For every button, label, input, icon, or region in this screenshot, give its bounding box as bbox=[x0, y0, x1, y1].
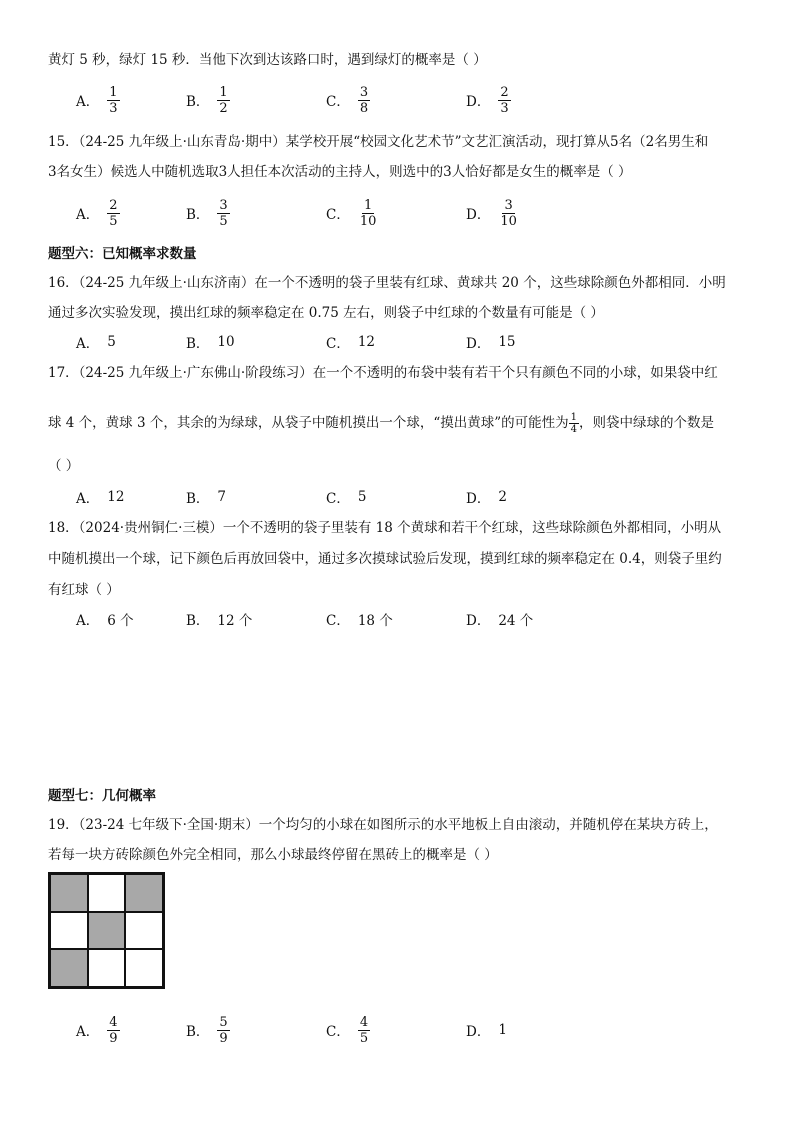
option-label: A． bbox=[76, 336, 100, 352]
fraction bbox=[498, 198, 519, 229]
denominator: 8 bbox=[359, 100, 369, 116]
denominator: 5 bbox=[109, 213, 118, 229]
q16-option-d[interactable] bbox=[466, 322, 516, 362]
white-tile bbox=[88, 874, 126, 912]
white-tile bbox=[88, 949, 126, 987]
q14-option-d[interactable] bbox=[466, 80, 511, 120]
q19-option-a[interactable] bbox=[76, 1010, 120, 1050]
dark-tile bbox=[50, 949, 88, 987]
denominator: 5 bbox=[219, 213, 228, 229]
option-label: B． bbox=[186, 94, 210, 110]
fraction bbox=[358, 85, 370, 116]
option-label: D． bbox=[466, 94, 491, 110]
q18-option-b[interactable] bbox=[186, 599, 252, 639]
option-value: 24 个 bbox=[498, 613, 534, 629]
dark-tile bbox=[125, 874, 163, 912]
numerator: 1 bbox=[363, 197, 373, 213]
fraction bbox=[358, 198, 379, 229]
option-value: 1 bbox=[498, 1022, 507, 1038]
q19-options bbox=[76, 1010, 776, 1050]
denominator: 10 bbox=[359, 213, 377, 229]
option-value: 12 bbox=[107, 489, 125, 505]
numerator: 3 bbox=[219, 197, 228, 213]
option-label: D． bbox=[466, 207, 491, 223]
white-tile bbox=[125, 949, 163, 987]
q19-line-1: 19．（23-24 七年级下·全国·期末）一个均匀的小球在如图所示的水平地板上自由滚动，并随机停在某块方砖上， bbox=[48, 817, 718, 833]
numerator: 3 bbox=[504, 197, 513, 213]
option-label: B． bbox=[186, 207, 210, 223]
option-label: B． bbox=[186, 336, 210, 352]
numerator: 4 bbox=[109, 1014, 118, 1030]
numerator: 1 bbox=[570, 412, 578, 423]
option-label: C． bbox=[326, 613, 350, 629]
q16-options bbox=[76, 322, 776, 362]
q19-line-2: 若每一块方砖除颜色外完全相同，那么小球最终停留在黑砖上的概率是（ ） bbox=[48, 847, 498, 863]
q16-option-c[interactable] bbox=[326, 322, 375, 362]
q16-option-a[interactable] bbox=[76, 322, 116, 362]
section-heading-7: 题型七：几何概率 bbox=[48, 788, 156, 804]
denominator: 5 bbox=[359, 1030, 369, 1046]
q15-options bbox=[76, 193, 776, 233]
denominator: 3 bbox=[109, 100, 118, 116]
option-value: 10 bbox=[217, 334, 235, 350]
numerator: 1 bbox=[219, 84, 228, 100]
fraction bbox=[217, 198, 229, 229]
option-value: 12 bbox=[357, 334, 376, 350]
option-value: 7 bbox=[217, 489, 227, 505]
option-label: C． bbox=[326, 491, 350, 507]
option-label: A． bbox=[76, 491, 100, 507]
q18-options bbox=[76, 599, 776, 639]
option-label: A． bbox=[76, 207, 100, 223]
q17-option-b[interactable] bbox=[186, 477, 226, 517]
option-label: A． bbox=[76, 94, 100, 110]
q18-option-a[interactable] bbox=[76, 599, 134, 639]
q18-option-d[interactable] bbox=[466, 599, 533, 639]
fraction bbox=[107, 85, 119, 116]
option-value: 2 bbox=[498, 489, 507, 505]
option-label: C． bbox=[326, 207, 350, 223]
q15-line-1: 15．（24-25 九年级上·山东青岛·期中）某学校开展“校园文化艺术节”文艺汇演活动，现打算从5名（2名男生和 bbox=[48, 134, 709, 150]
q17-option-d[interactable] bbox=[466, 477, 507, 517]
q15-option-c[interactable] bbox=[326, 193, 378, 233]
q17-line-2 bbox=[48, 406, 714, 440]
numerator: 1 bbox=[109, 84, 118, 100]
denominator: 3 bbox=[500, 100, 509, 116]
q17-options bbox=[76, 477, 776, 517]
option-label: D． bbox=[466, 613, 491, 629]
q17-line-3: （ ） bbox=[48, 458, 80, 474]
q17-line-2-text-end: ，则袋中绿球的个数是 bbox=[579, 415, 715, 431]
fraction bbox=[107, 1015, 119, 1046]
q19-option-d[interactable] bbox=[466, 1010, 507, 1050]
fraction bbox=[358, 1015, 370, 1046]
dark-tile bbox=[88, 912, 126, 950]
option-value: 15 bbox=[498, 334, 516, 350]
option-label: C． bbox=[326, 336, 350, 352]
option-label: C． bbox=[326, 94, 350, 110]
option-label: A． bbox=[76, 1024, 100, 1040]
q16-line-2: 通过多次实验发现，摸出红球的频率稳定在 0.75 左右，则袋子中红球的个数量有可能是（ ） bbox=[48, 305, 604, 321]
numerator: 3 bbox=[359, 84, 369, 100]
option-label: D． bbox=[466, 491, 491, 507]
q19-option-c[interactable] bbox=[326, 1010, 370, 1050]
q18-line-3: 有红球（ ） bbox=[48, 582, 120, 598]
q17-option-a[interactable] bbox=[76, 477, 124, 517]
q17-line-1: 17．（24-25 九年级上·广东佛山·阶段练习）在一个不透明的布袋中装有若干个只有颜色不同的小球，如果袋中红 bbox=[48, 365, 718, 381]
q15-option-d[interactable] bbox=[466, 193, 519, 233]
q16-option-b[interactable] bbox=[186, 322, 235, 362]
denominator: 4 bbox=[570, 424, 578, 435]
fraction bbox=[498, 85, 510, 116]
q15-option-a[interactable] bbox=[76, 193, 120, 233]
option-label: B． bbox=[186, 491, 210, 507]
q17-line-2-text: 球 4 个，黄球 3 个，其余的为绿球，从袋子中随机摸出一个球，“摸出黄球”的可能性为 bbox=[48, 415, 569, 431]
q18-option-c[interactable] bbox=[326, 599, 393, 639]
numerator: 4 bbox=[359, 1014, 369, 1030]
numerator: 5 bbox=[219, 1014, 228, 1030]
option-label: D． bbox=[466, 336, 491, 352]
fraction bbox=[217, 85, 229, 116]
numerator: 2 bbox=[500, 84, 509, 100]
q15-option-b[interactable] bbox=[186, 193, 230, 233]
white-tile bbox=[50, 912, 88, 950]
fraction bbox=[217, 1015, 229, 1046]
q14-option-c[interactable] bbox=[326, 80, 370, 120]
option-label: D． bbox=[466, 1024, 491, 1040]
section-heading-6: 题型六：已知概率求数量 bbox=[48, 246, 197, 262]
numerator: 2 bbox=[109, 197, 118, 213]
option-label: C． bbox=[326, 1024, 350, 1040]
option-value: 12 个 bbox=[217, 613, 253, 629]
q18-line-2: 中随机摸出一个球，记下颜色后再放回袋中，通过多次摸球试验后发现，摸到红球的频率稳定在 0.4，则袋子里约 bbox=[48, 551, 722, 567]
q14-options bbox=[76, 80, 776, 120]
denominator: 10 bbox=[500, 213, 517, 229]
denominator: 9 bbox=[109, 1030, 118, 1046]
q18-line-1: 18．（2024·贵州铜仁·三模）一个不透明的袋子里装有 18 个黄球和若干个红球，这些球除颜色外都相同，小明从 bbox=[48, 520, 722, 536]
denominator: 9 bbox=[219, 1030, 228, 1046]
option-value: 18 个 bbox=[357, 613, 393, 629]
white-tile bbox=[125, 912, 163, 950]
option-label: A． bbox=[76, 613, 100, 629]
option-label: B． bbox=[186, 613, 210, 629]
q17-option-c[interactable] bbox=[326, 477, 366, 517]
q14-option-b[interactable] bbox=[186, 80, 230, 120]
tile-floor-figure bbox=[48, 872, 165, 989]
option-value: 5 bbox=[107, 334, 116, 350]
q16-line-1: 16．（24-25 九年级上·山东济南）在一个不透明的袋子里装有红球、黄球共 20 个，这些球除颜色外都相同．小明 bbox=[48, 275, 726, 291]
q17-fraction bbox=[569, 412, 579, 435]
option-value: 5 bbox=[357, 489, 367, 505]
option-label: B． bbox=[186, 1024, 210, 1040]
option-value: 6 个 bbox=[107, 613, 134, 629]
q15-line-2: 3名女生）候选人中随机选取3人担任本次活动的主持人，则选中的3人恰好都是女生的概率是（ ） bbox=[48, 164, 632, 180]
dark-tile bbox=[50, 874, 88, 912]
fraction bbox=[107, 198, 119, 229]
q19-option-b[interactable] bbox=[186, 1010, 230, 1050]
denominator: 2 bbox=[219, 100, 228, 116]
q14-text: 黄灯 5 秒，绿灯 15 秒．当他下次到达该路口时，遇到绿灯的概率是（ ） bbox=[48, 52, 487, 68]
q14-option-a[interactable] bbox=[76, 80, 120, 120]
